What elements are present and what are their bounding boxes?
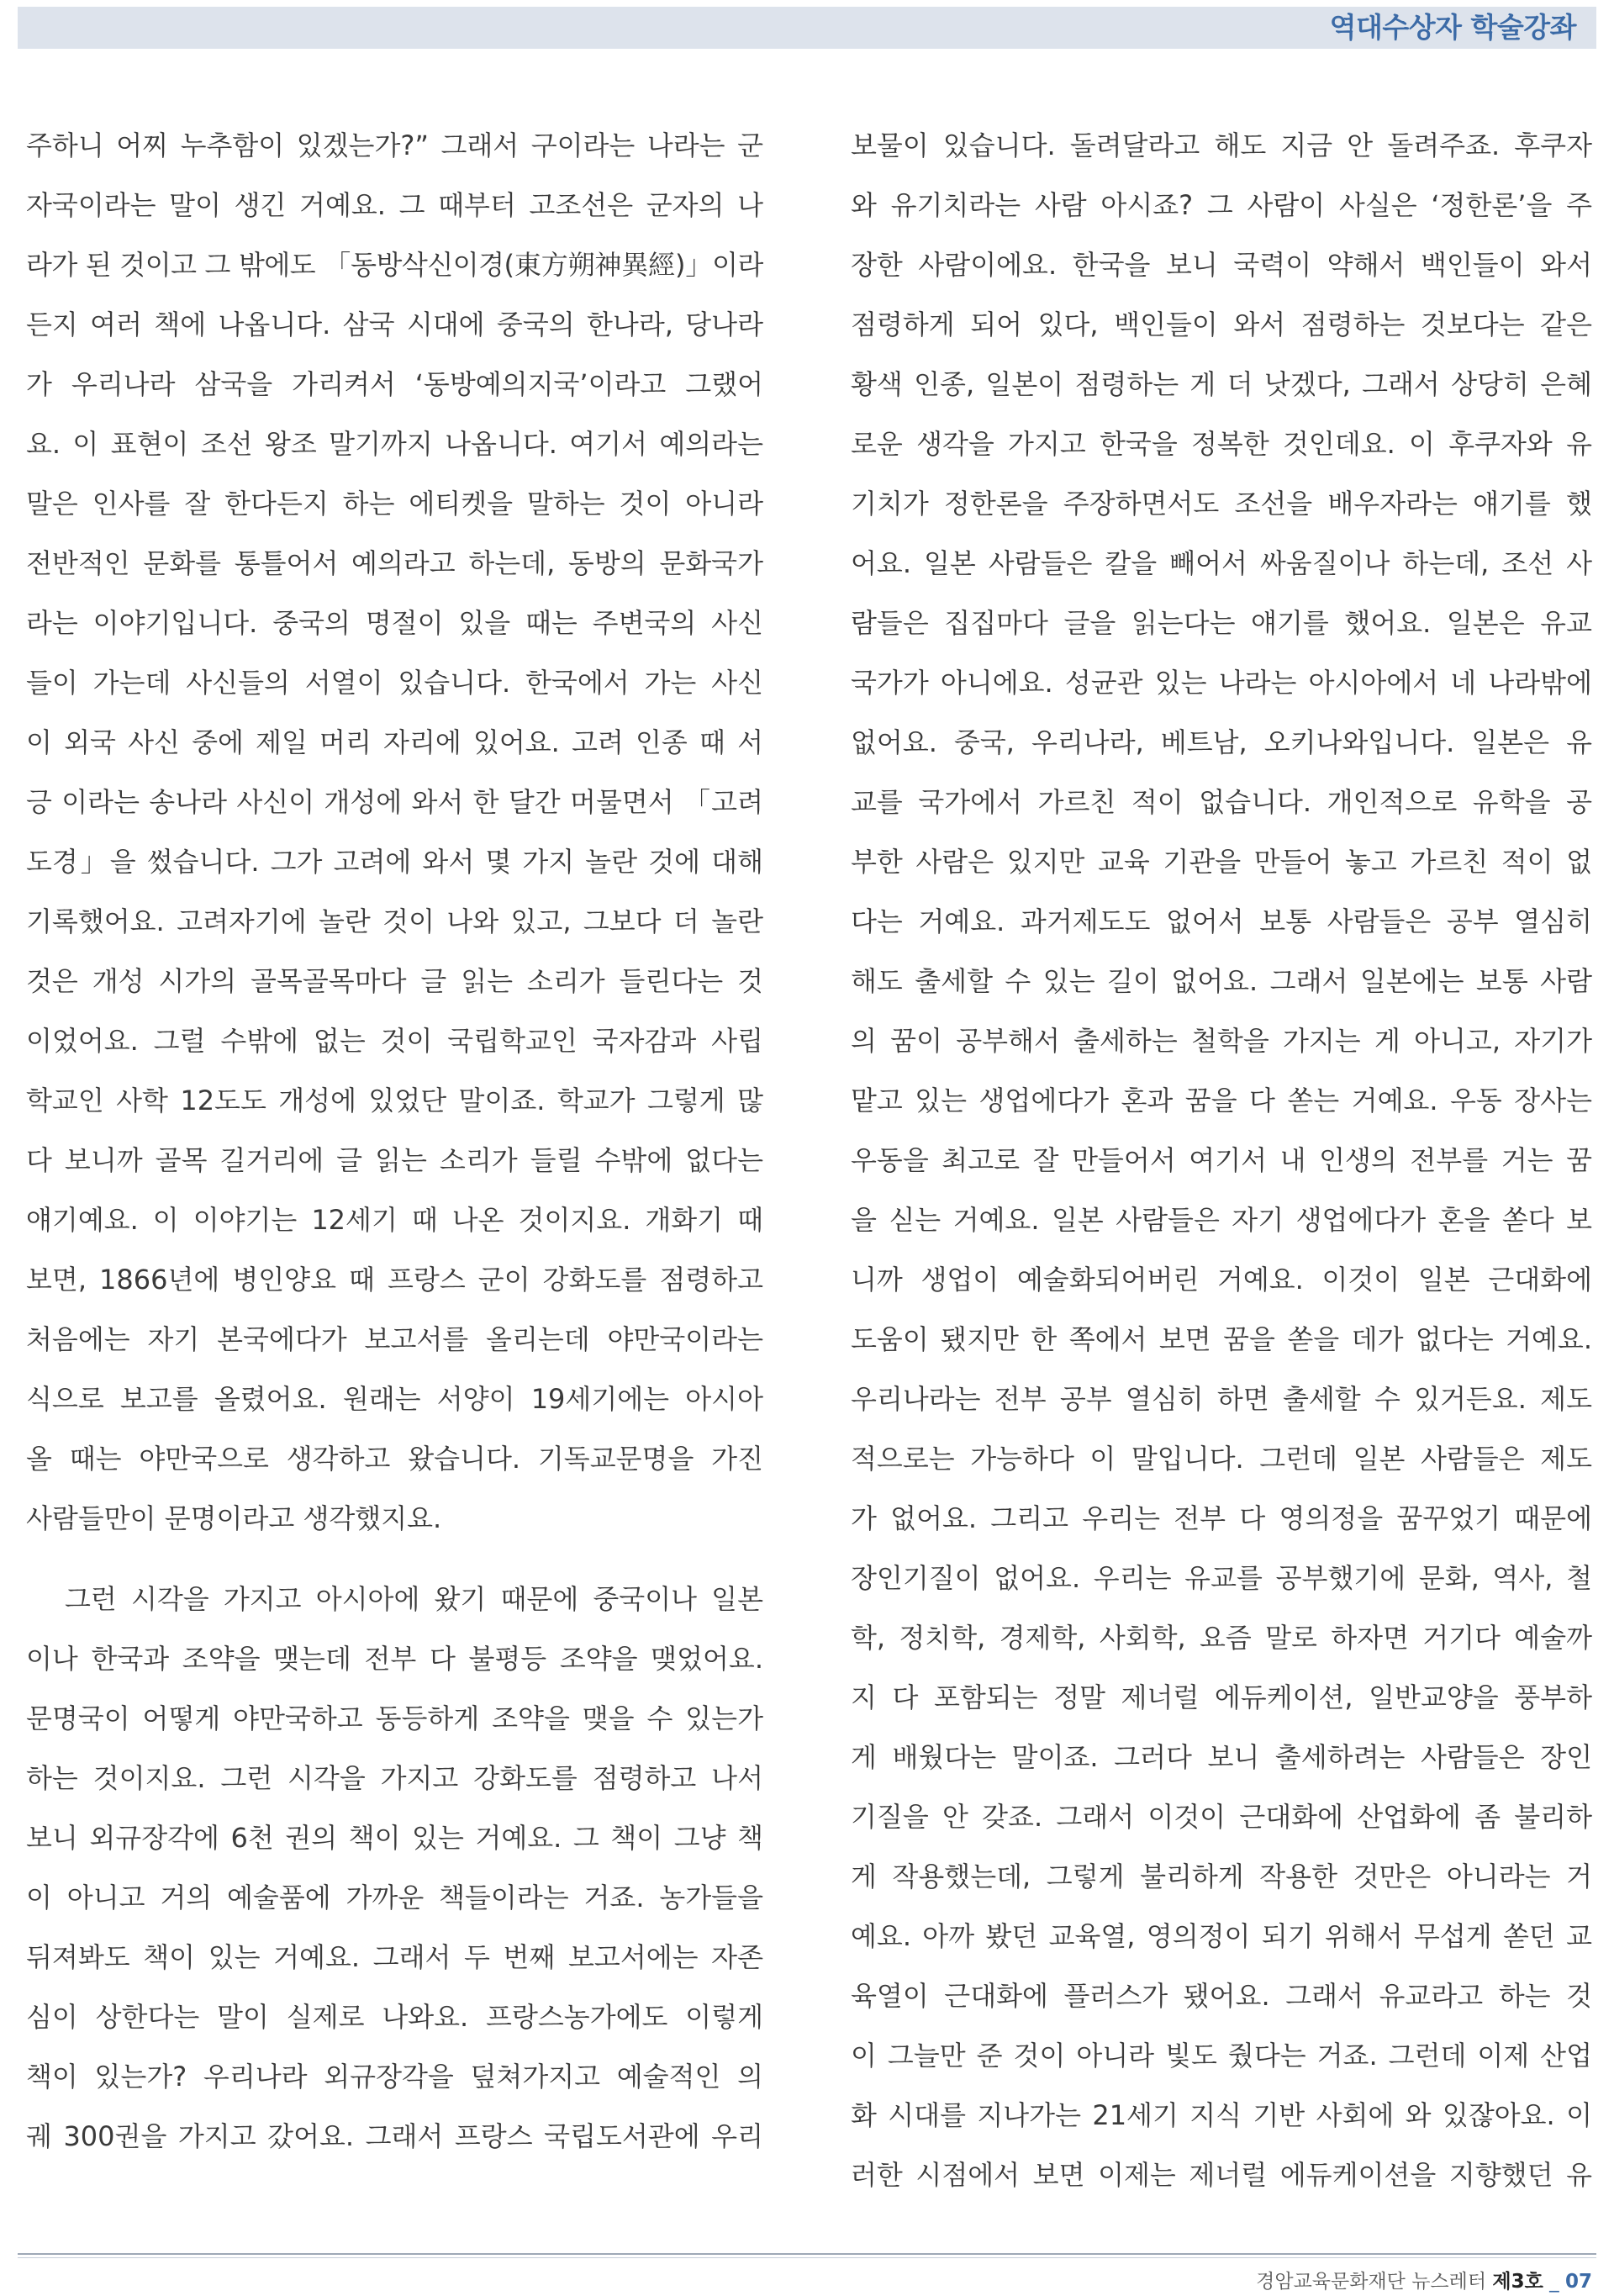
body-text-line: 라가 된 것이고 그 밖에도 「동방삭신이경(東方朔神異經)」이라 [26,249,763,281]
body-text-line: 교를 국가에서 가르친 적이 없습니다. 개인적으로 유학을 공 [851,786,1592,818]
body-text-line: 부한 사람은 있지만 교육 기관을 만들어 놓고 가르친 적이 없 [851,846,1592,878]
body-text-line: 학, 정치학, 경제학, 사회학, 요즘 말로 하자면 거기다 예술까 [851,1622,1592,1654]
body-text-line: 예요. 아까 봤던 교육열, 영의정이 되기 위해서 무섭게 쏟던 교 [851,1920,1592,1952]
body-text-line: 이었어요. 그럴 수밖에 없는 것이 국립학교인 국자감과 사립 [26,1025,763,1057]
publisher-name: 경암교육문화재단 뉴스레터 [1256,2271,1487,2293]
paragraph [26,1570,763,2167]
body-text-line: 점령하게 되어 있다, 백인들이 와서 점령하는 것보다는 같은 [851,309,1592,340]
body-text-line: 다는 거예요. 과거제도도 없어서 보통 사람들은 공부 열심히 [851,905,1592,937]
paragraph [26,116,763,1549]
body-text-line: 얘기예요. 이 이야기는 12세기 때 나온 것이지요. 개화기 때 [26,1204,763,1236]
section-title: 역대수상자 학술강좌 [1329,11,1576,44]
body-text-line: 을 싣는 거예요. 일본 사람들은 자기 생업에다가 혼을 쏟다 보 [851,1204,1592,1236]
body-text-line: 보물이 있습니다. 돌려달라고 해도 지금 안 돌려주죠. 후쿠자 [851,129,1592,161]
page-number: 07 [1564,2271,1592,2293]
body-text-line: 기치가 정한론을 주장하면서도 조선을 배우자라는 얘기를 했 [851,488,1592,520]
body-text-line: 러한 시점에서 보면 이제는 제너럴 에듀케이션을 지향했던 유 [851,2159,1592,2191]
right-column [851,116,1592,2205]
body-text-line: 육열이 근대화에 플러스가 됐어요. 그래서 유교라고 하는 것 [851,1980,1592,2012]
body-text-line: 도경」을 썼습니다. 그가 고려에 와서 몇 가지 놀란 것에 대해 [26,846,763,878]
body-text-line: 궤 300권을 가지고 갔어요. 그래서 프랑스 국립도서관에 우리 [26,2120,763,2152]
body-text-line: 게 배웠다는 말이죠. 그러다 보니 출세하려는 사람들은 장인 [851,1741,1592,1773]
body-text-line: 올 때는 야만국으로 생각하고 왔습니다. 기독교문명을 가진 [26,1443,763,1475]
body-text-line: 다 보니까 골목 길거리에 글 읽는 소리가 들릴 수밖에 없다는 [26,1144,763,1176]
footer-credit [1256,2269,1592,2294]
body-text-line: 가 없어요. 그리고 우리는 전부 다 영의정을 꿈꾸었기 때문에 [851,1502,1592,1534]
body-text-line: 라는 이야기입니다. 중국의 명절이 있을 때는 주변국의 사신 [26,607,763,639]
body-text-line: 든지 여러 책에 나옵니다. 삼국 시대에 중국의 한나라, 당나라 [26,309,763,340]
body-text-line: 국가가 아니에요. 성균관 있는 나라는 아시아에서 네 나라밖에 [851,667,1592,699]
body-text-line: 심이 상한다는 말이 실제로 나와요. 프랑스농가에도 이렇게 [26,2001,763,2033]
body-text-line: 말은 인사를 잘 한다든지 하는 에티켓을 말하는 것이 아니라 [26,488,763,520]
body-text-line: 들이 가는데 사신들의 서열이 있습니다. 한국에서 가는 사신 [26,667,763,699]
body-text-line: 뒤져봐도 책이 있는 거예요. 그래서 두 번째 보고서에는 자존 [26,1941,763,1973]
body-text-line: 와 유기치라는 사람 아시죠? 그 사람이 사실은 ‘정한론’을 주 [851,189,1592,221]
body-text-line: 기록했어요. 고려자기에 놀란 것이 나와 있고, 그보다 더 놀란 [26,905,763,937]
body-text-line: 람들은 집집마다 글을 읽는다는 얘기를 했어요. 일본은 유교 [851,607,1592,639]
body-text-line: 사람들만이 문명이라고 생각했지요. [26,1502,442,1534]
footer-divider-secondary [18,2257,1596,2258]
body-text-line: 우리나라는 전부 공부 열심히 하면 출세할 수 있거든요. 제도 [851,1383,1592,1415]
body-text-line: 그런 시각을 가지고 아시아에 왔기 때문에 중국이나 일본 [65,1583,763,1615]
body-text-line: 장한 사람이에요. 한국을 보니 국력이 약해서 백인들이 와서 [851,249,1592,281]
body-text-line: 하는 것이지요. 그런 시각을 가지고 강화도를 점령하고 나서 [26,1762,763,1794]
section-header-bar [18,7,1596,49]
body-text-line: 자국이라는 말이 생긴 거예요. 그 때부터 고조선은 군자의 나 [26,189,763,221]
body-text-line: 보니 외규장각에 6천 권의 책이 있는 거예요. 그 책이 그냥 책 [26,1822,763,1854]
body-text-line: 이나 한국과 조약을 맺는데 전부 다 불평등 조약을 맺었어요. [26,1643,763,1675]
body-text-line: 적으로는 가능하다 이 말입니다. 그런데 일본 사람들은 제도 [851,1443,1592,1475]
body-text-line: 우동을 최고로 잘 만들어서 여기서 내 인생의 전부를 거는 꿈 [851,1144,1592,1176]
body-text-line: 장인기질이 없어요. 우리는 유교를 공부했기에 문화, 역사, 철 [851,1562,1592,1594]
body-text-line: 해도 출세할 수 있는 길이 없어요. 그래서 일본에는 보통 사람 [851,965,1592,997]
left-column [26,116,763,2167]
body-text-line: 맡고 있는 생업에다가 혼과 꿈을 다 쏟는 거예요. 우동 장사는 [851,1085,1592,1116]
body-text-line: 긍 이라는 송나라 사신이 개성에 와서 한 달간 머물면서 「고려 [26,786,763,818]
body-text-line: 이 외국 사신 중에 제일 머리 자리에 있어요. 고려 인종 때 서 [26,726,763,758]
body-text-line: 학교인 사학 12도도 개성에 있었단 말이죠. 학교가 그렇게 많 [26,1085,763,1116]
body-text-line: 식으로 보고를 올렸어요. 원래는 서양이 19세기에는 아시아 [26,1383,763,1415]
body-text-line: 로운 생각을 가지고 한국을 정복한 것인데요. 이 후쿠자와 유 [851,428,1592,460]
body-text-line: 없어요. 중국, 우리나라, 베트남, 오키나와입니다. 일본은 유 [851,726,1592,758]
body-text-line: 전반적인 문화를 통틀어서 예의라고 하는데, 동방의 문화국가 [26,547,763,579]
body-text-line: 니까 생업이 예술화되어버린 거예요. 이것이 일본 근대화에 [851,1264,1592,1296]
body-text-line: 지 다 포함되는 정말 제너럴 에듀케이션, 일반교양을 풍부하 [851,1681,1592,1713]
body-text-line: 처음에는 자기 본국에다가 보고서를 올리는데 야만국이라는 [26,1323,763,1355]
body-text-line: 어요. 일본 사람들은 칼을 빼어서 싸움질이나 하는데, 조선 사 [851,547,1592,579]
body-text-line: 보면, 1866년에 병인양요 때 프랑스 군이 강화도를 점령하고 [26,1264,763,1296]
body-text-line: 화 시대를 지나가는 21세기 지식 기반 사회에 와 있잖아요. 이 [851,2099,1592,2131]
body-text-line: 책이 있는가? 우리나라 외규장각을 덮쳐가지고 예술적인 의 [26,2061,763,2093]
body-text-line: 주하니 어찌 누추함이 있겠는가?” 그래서 구이라는 나라는 군 [26,129,763,161]
body-text-line: 문명국이 어떻게 야만국하고 동등하게 조약을 맺을 수 있는가 [26,1702,763,1734]
body-text-line: 황색 인종, 일본이 점령하는 게 더 낫겠다, 그래서 상당히 은혜 [851,368,1592,400]
body-text-line: 이 아니고 거의 예술품에 가까운 책들이라는 거죠. 농가들을 [26,1882,763,1913]
body-text-line: 것은 개성 시가의 골목골목마다 글 읽는 소리가 들린다는 것 [26,965,763,997]
body-text-line: 게 작용했는데, 그렇게 불리하게 작용한 것만은 아니라는 거 [851,1861,1592,1892]
body-text-line: 요. 이 표현이 조선 왕조 말기까지 나옵니다. 여기서 예의라는 [26,428,763,460]
body-text-line: 도움이 됐지만 한 쪽에서 보면 꿈을 쏟을 데가 없다는 거예요. [851,1323,1592,1355]
body-text-line: 이 그늘만 준 것이 아니라 빛도 줬다는 거죠. 그런데 이제 산업 [851,2040,1592,2072]
page-separator: _ [1549,2271,1559,2293]
footer-divider [18,2253,1596,2255]
body-text-line: 가 우리나라 삼국을 가리켜서 ‘동방예의지국’이라고 그랬어 [26,368,763,400]
paragraph [851,116,1592,2205]
issue-number: 제3호 [1492,2271,1543,2293]
body-text-line: 기질을 안 갖죠. 그래서 이것이 근대화에 산업화에 좀 불리하 [851,1801,1592,1833]
body-text-line: 의 꿈이 공부해서 출세하는 철학을 가지는 게 아니고, 자기가 [851,1025,1592,1057]
